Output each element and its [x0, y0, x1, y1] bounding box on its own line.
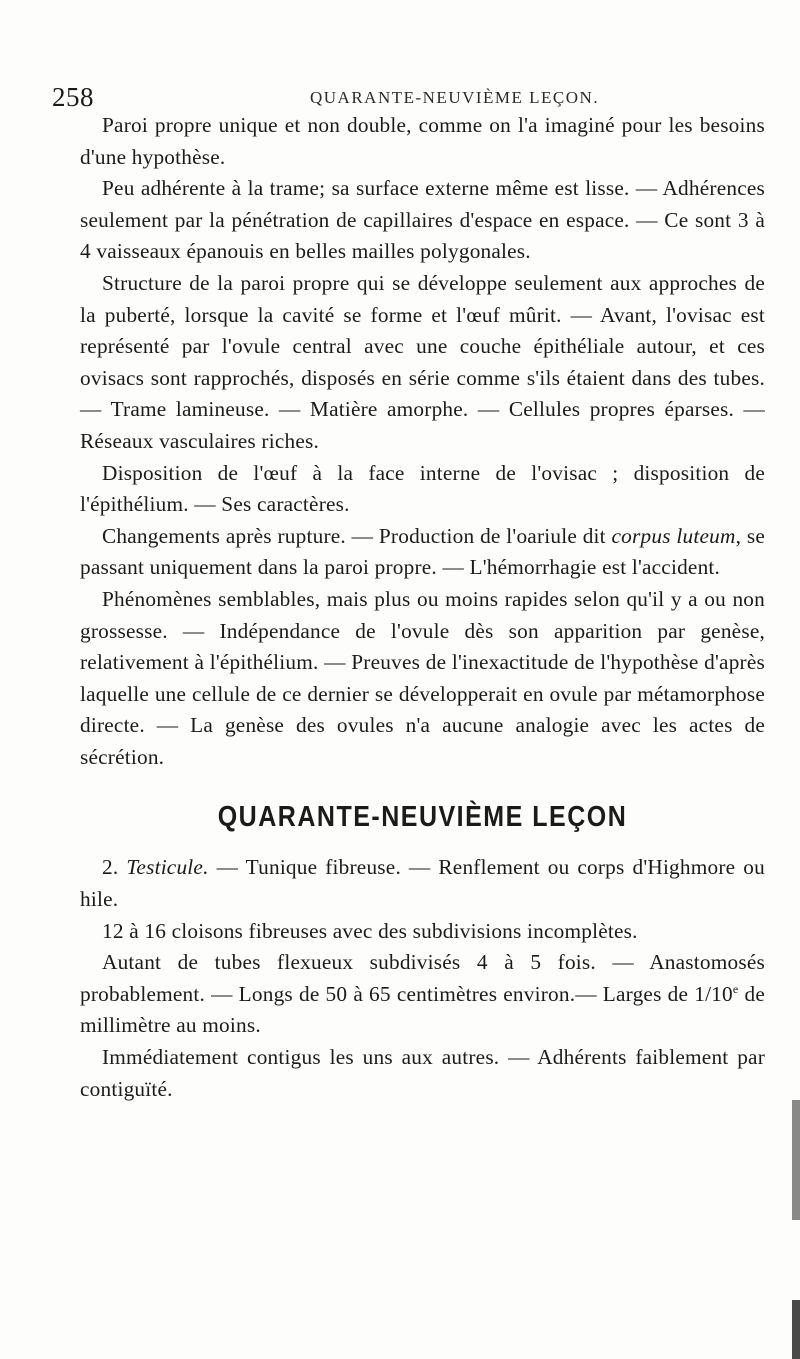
text-run: — Tunique fibreuse. — Renflement ou corps d'Highmore ou hile. — [80, 855, 765, 912]
text-run: Changements après rupture. — Production de l'oariule dit — [102, 523, 612, 548]
paragraph: Immédiatement contigus les uns aux autres. — Adhérents faiblement par contiguïté. — [80, 1045, 765, 1101]
superscript: e — [732, 981, 739, 996]
paragraph: Paroi propre unique et non double, comme on l'a imaginé pour les besoins d'une hypothèse. — [80, 113, 765, 169]
italic-term: Testicule. — [126, 855, 209, 880]
paragraph-corpus-luteum — [80, 521, 765, 584]
paragraph: Phénomènes semblables, mais plus ou moins rapides selon qu'il y a ou non grossesse. — Indépendance de l'ovule dès son apparition par genèse, relativement à l'épithélium. — Preuves de l'inexactitude de l'hypothèse d'après laquelle une cellule de ce dernier se développerait en ovule par métamorphose directe. — La genèse des ovules n'a aucune analogie avec les actes de sécrétion. — [80, 586, 765, 769]
page-body — [80, 110, 765, 1105]
text-run: de millimètre au moins. — [80, 981, 765, 1038]
text-run: , se passant uniquement dans la paroi propre. — L'hémorrhagie est l'accident. — [80, 523, 765, 580]
text-run: Autant de tubes flexueux subdivisés 4 à 5 fois. — Anastomosés probablement. — Longs de 50 à 65 centimètres environ.— Larges de 1/10 — [80, 950, 765, 1006]
italic-term: corpus luteum — [611, 523, 736, 548]
page-number: 258 — [52, 82, 94, 112]
running-title: QUARANTE-NEUVIÈME LEÇON. — [310, 88, 600, 107]
paragraph: Structure de la paroi propre qui se développe seulement aux approches de la puberté, lorsque la cavité se forme et l'œuf mûrit. — Avant, l'ovisac est représenté par l'ovule central avec une couche épithéliale autour, et ces ovisacs sont rapprochés, disposés en série comme s'ils étaient dans des tubes. — Trame lamineuse. — Matière amorphe. — Cellules propres éparses. — Réseaux vasculaires riches. — [80, 270, 765, 453]
section-title: QUARANTE-NEUVIÈME LEÇON — [217, 801, 628, 834]
scan-edge-shadow — [792, 1300, 800, 1359]
paragraph: Peu adhérente à la trame; sa surface externe même est lisse. — Adhérences seulement par la pénétration de capillaires d'espace en espace. — Ce sont 3 à 4 vaisseaux épanouis en belles mailles polygonales. — [80, 176, 765, 264]
text-run: 2. — [102, 855, 127, 880]
paragraph-tubes — [80, 947, 765, 1042]
scan-edge-shadow — [792, 1100, 800, 1220]
paragraph: Disposition de l'œuf à la face interne de l'ovisac ; disposition de l'épithélium. — Ses caractères. — [80, 460, 765, 517]
paragraph: 12 à 16 cloisons fibreuses avec des subdivisions incomplètes. — [102, 918, 638, 943]
paragraph-testicule — [80, 852, 765, 915]
